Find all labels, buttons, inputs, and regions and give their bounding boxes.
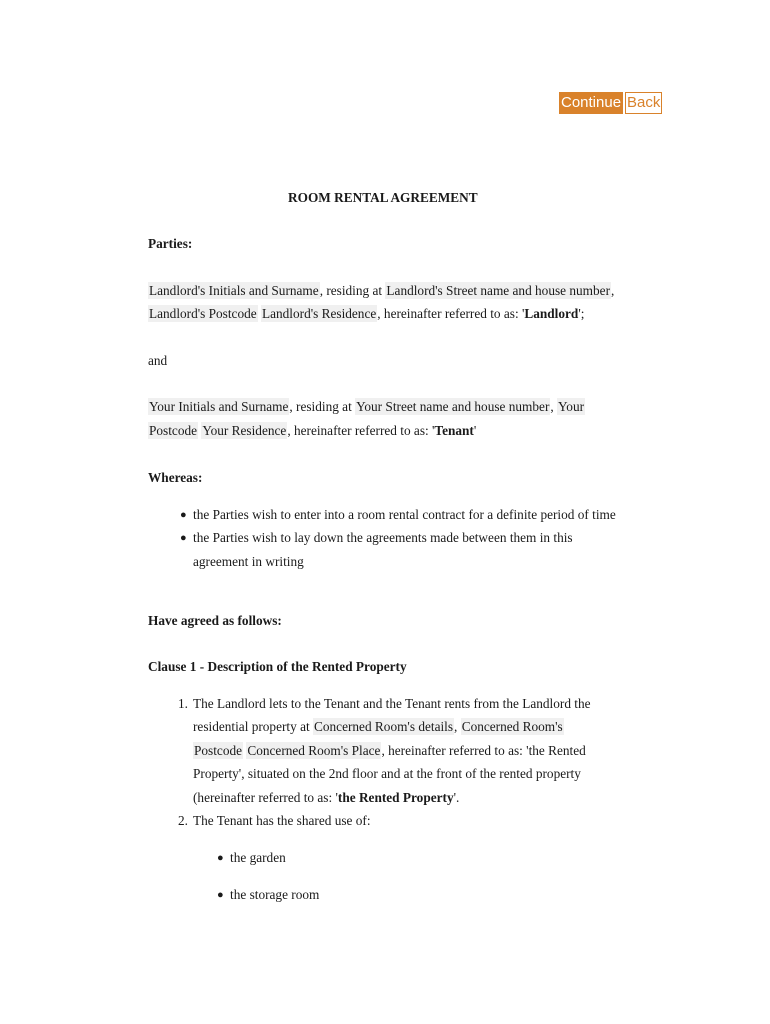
tenant-postcode-field-part1[interactable]: Your — [558, 399, 585, 414]
room-details-field[interactable]: Concerned Room's details — [314, 719, 454, 734]
clause1-item1-line4: Property', situated on the 2nd floor and at the front of the rented property — [193, 766, 581, 781]
text-span: , residing at — [319, 283, 386, 298]
bullet-icon: ● — [180, 532, 187, 544]
tenant-residence-field[interactable]: Your Residence — [202, 423, 287, 438]
whereas-heading: Whereas: — [148, 470, 203, 485]
text-span: , — [611, 283, 615, 298]
shared-use-item: the garden — [230, 850, 286, 865]
whereas-item-2-cont: agreement in writing — [193, 554, 304, 569]
whereas-item-1: the Parties wish to enter into a room rental contract for a definite period of time — [193, 507, 616, 522]
agreed-heading: Have agreed as follows: — [148, 613, 282, 628]
shared-use-item: the storage room — [230, 887, 320, 902]
text-span: '. — [453, 790, 460, 805]
tenant-name-field[interactable]: Your Initials and Surname — [149, 399, 289, 414]
text-span: (hereinafter referred to as: ' — [193, 790, 338, 805]
bullet-icon: ● — [217, 852, 224, 864]
room-place-field[interactable]: Concerned Room's Place — [247, 743, 381, 758]
whereas-item-2: the Parties wish to lay down the agreements made between them in this — [193, 530, 573, 545]
clause1-item1-line2 — [193, 717, 564, 737]
landlord-name-field[interactable]: Landlord's Initials and Surname — [149, 283, 319, 298]
and-text: and — [148, 353, 168, 368]
clause1-item1-number: 1. — [178, 696, 188, 711]
text-span: , residing at — [289, 399, 356, 414]
room-postcode-field-part1[interactable]: Concerned Room's — [461, 719, 563, 734]
clause1-item1-line1: The Landlord lets to the Tenant and the Tenant rents from the Landlord the — [193, 696, 591, 711]
continue-button[interactable]: Continue — [559, 92, 623, 114]
tenant-term: Tenant — [434, 423, 474, 438]
text-span: , — [550, 399, 554, 414]
clause1-item1-line3 — [193, 741, 586, 761]
tenant-line-2 — [148, 421, 476, 441]
text-span: , hereinafter referred to as: ' — [377, 306, 525, 321]
tenant-line-1 — [148, 397, 585, 417]
clause1-item1-line5 — [193, 788, 459, 808]
document-title: ROOM RENTAL AGREEMENT — [288, 190, 478, 205]
text-span: , hereinafter referred to as: ' — [287, 423, 435, 438]
tenant-postcode-field-part2[interactable]: Postcode — [149, 423, 198, 438]
clause1-item2-number: 2. — [178, 813, 188, 828]
bullet-icon: ● — [180, 509, 187, 521]
bullet-icon: ● — [217, 889, 224, 901]
landlord-term: Landlord — [524, 306, 579, 321]
text-span: '; — [578, 306, 585, 321]
text-span: , — [454, 719, 461, 734]
text-span: , hereinafter referred to as: 'the Rented — [381, 743, 586, 758]
rented-property-term: the Rented Property — [337, 790, 454, 805]
room-postcode-field-part2[interactable]: Postcode — [194, 743, 243, 758]
tenant-street-field[interactable]: Your Street name and house number — [356, 399, 550, 414]
navigation-buttons — [559, 92, 662, 114]
landlord-residence-field[interactable]: Landlord's Residence — [261, 306, 377, 321]
landlord-street-field[interactable]: Landlord's Street name and house number — [386, 283, 611, 298]
text-span: ' — [473, 423, 477, 438]
landlord-postcode-field[interactable]: Landlord's Postcode — [149, 306, 257, 321]
back-button[interactable]: Back — [625, 92, 662, 114]
text-span: residential property at — [193, 719, 313, 734]
clause1-heading: Clause 1 - Description of the Rented Property — [148, 659, 407, 674]
landlord-line-2 — [148, 304, 584, 324]
landlord-line-1 — [148, 281, 614, 301]
clause1-item2-text: The Tenant has the shared use of: — [193, 813, 371, 828]
parties-heading: Parties: — [148, 236, 193, 251]
